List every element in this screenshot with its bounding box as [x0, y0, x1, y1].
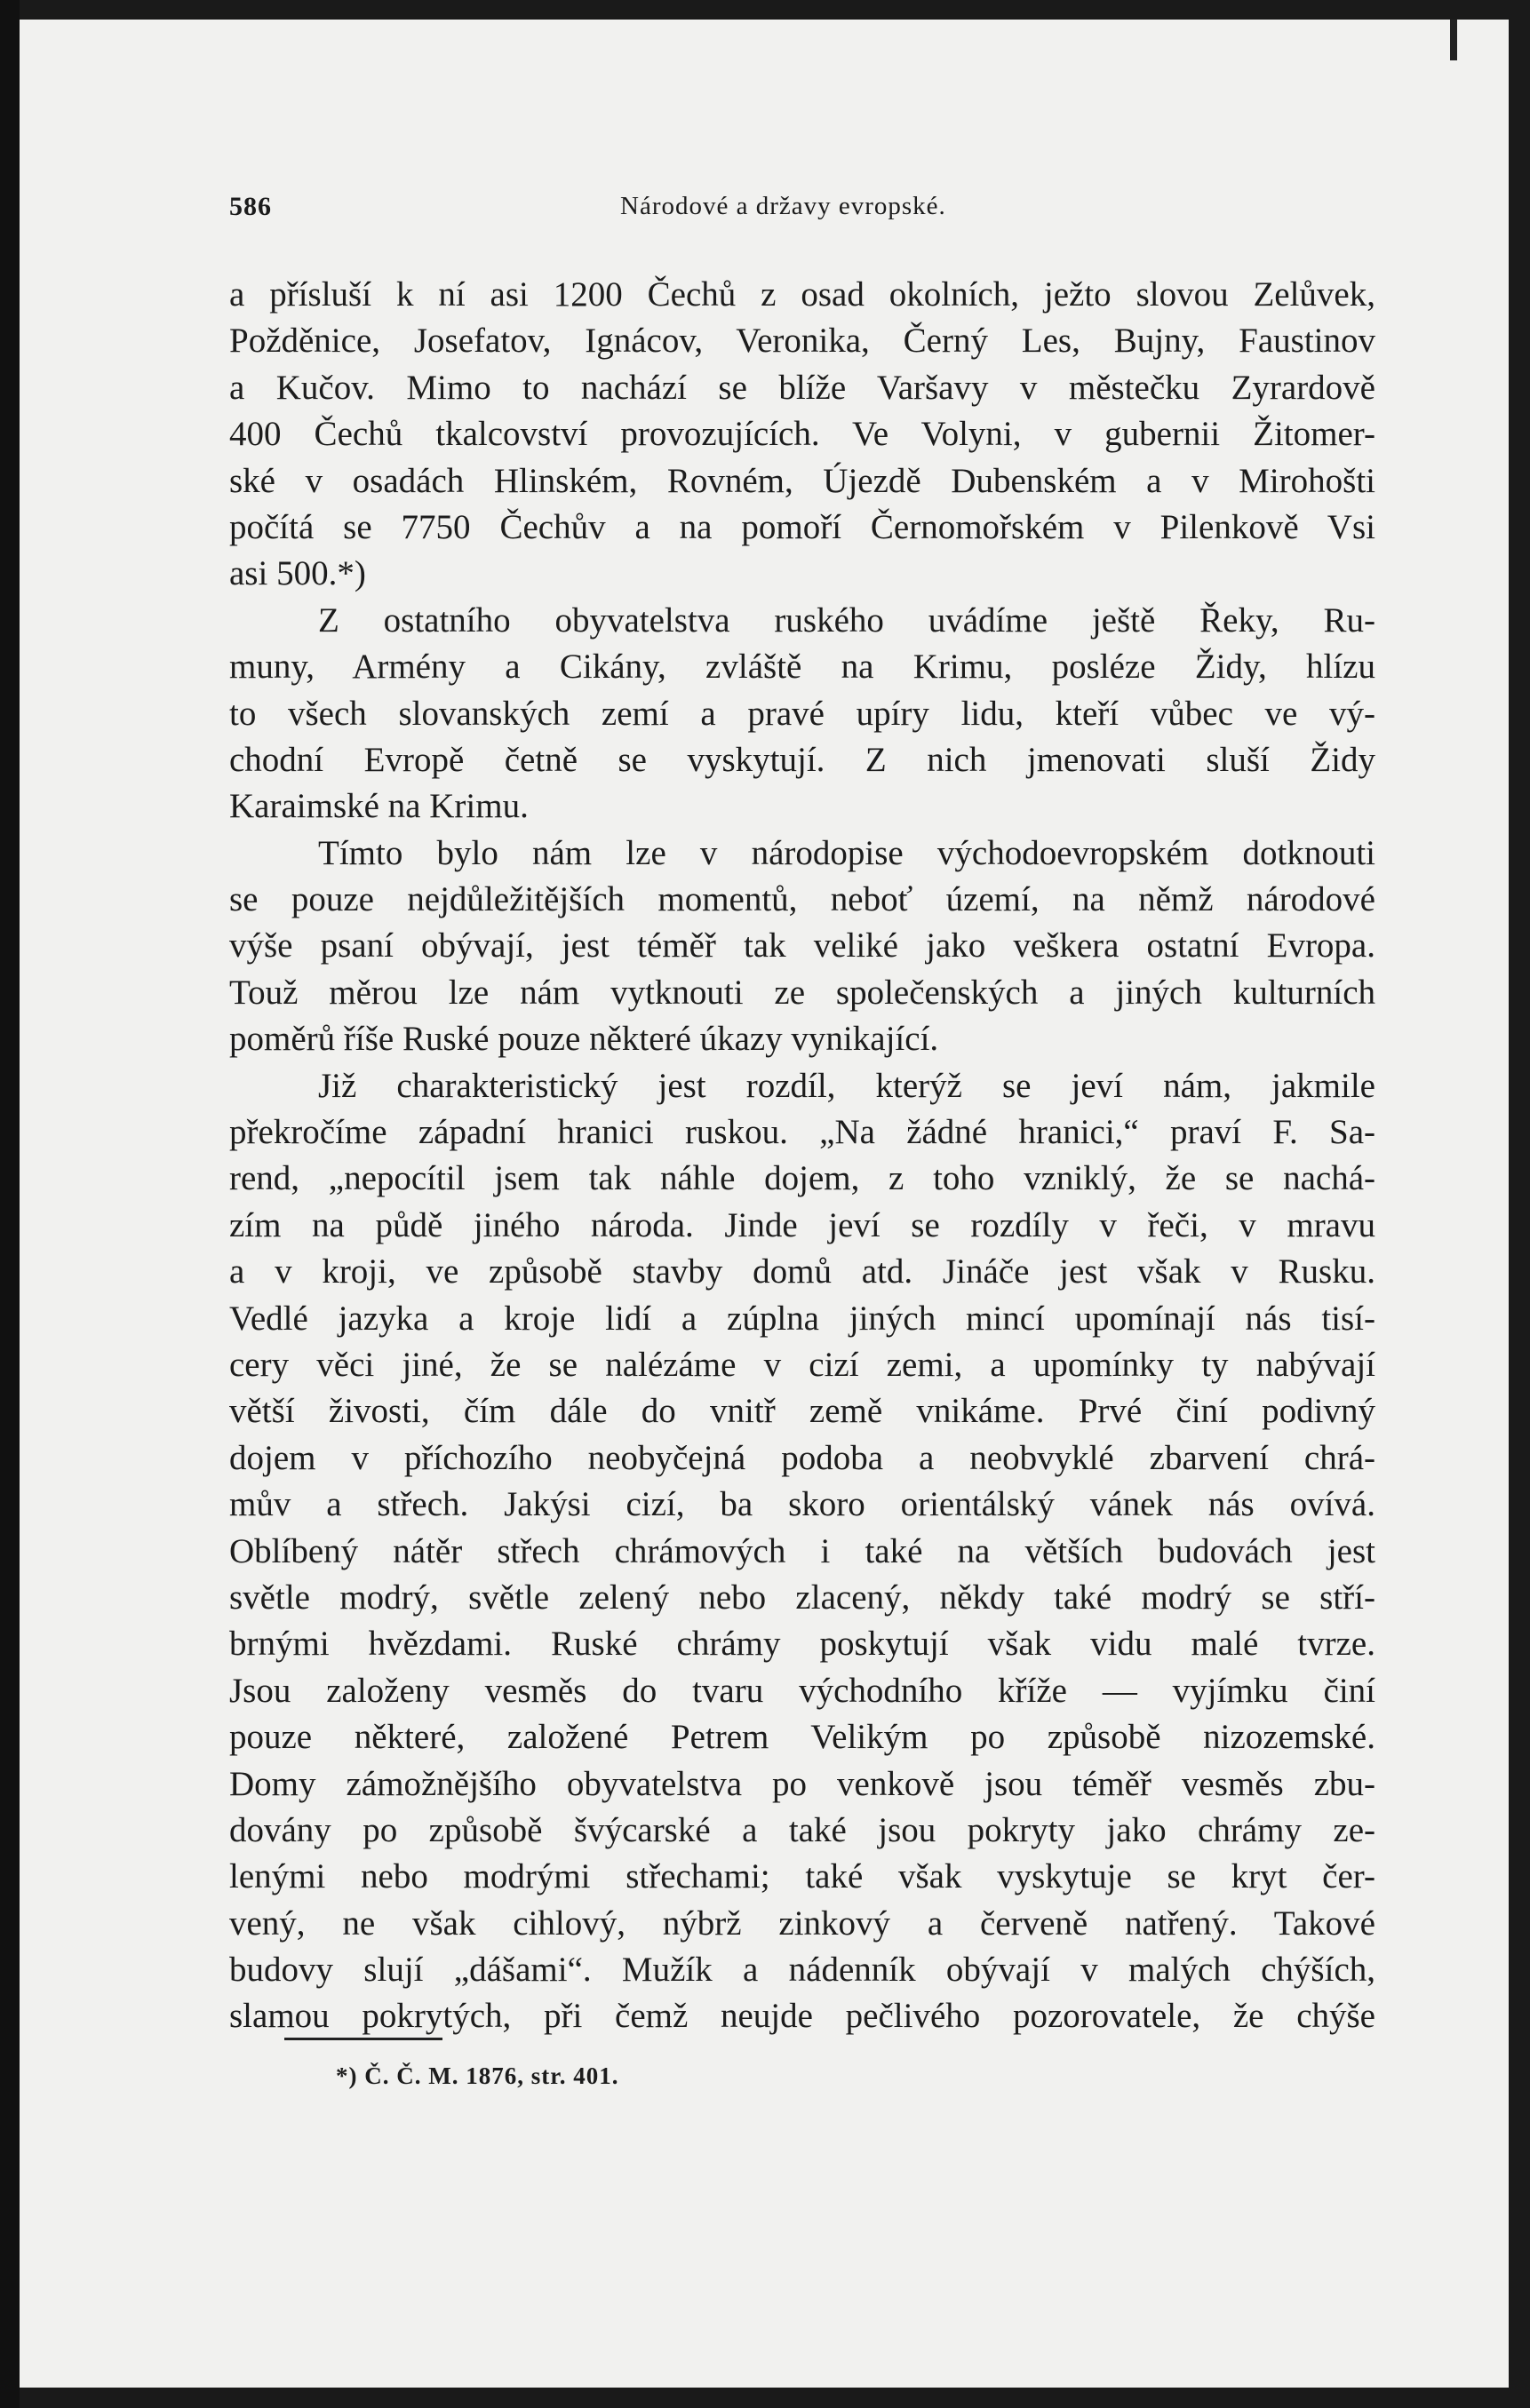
- text-line: výše psaní obývají, jest téměř tak veliké jako veškera ostatní Evropa.: [229, 926, 1375, 966]
- text-line: dojem v příchozího neobyčejná podoba a neobvyklé zbarvení chrá-: [229, 1438, 1375, 1477]
- text-line: světle modrý, světle zelený nebo zlacený, někdy také modrý se stří-: [229, 1578, 1375, 1617]
- text-line: lenými nebo modrými střechami; také však vyskytuje se kryt čer-: [229, 1857, 1375, 1896]
- text-line: Tímto bylo nám lze v národopise východoevropském dotknouti: [318, 833, 1375, 872]
- text-line: Požděnice, Josefatov, Ignácov, Veronika, Černý Les, Bujny, Faustinov: [229, 322, 1375, 361]
- text-line: vený, ne však cihlový, nýbrž zinkový a červeně natřený. Takové: [229, 1903, 1375, 1943]
- text-line: a Kučov. Mimo to nachází se blíže Varšavy v městečku Zyrardově: [229, 368, 1375, 407]
- text-line: Domy zámožnějšího obyvatelstva po venkově jsou téměř vesměs zbu-: [229, 1764, 1375, 1803]
- text-line: 400 Čechů tkalcovství provozujících. Ve Volyni, v gubernii Žitomer-: [229, 415, 1375, 454]
- text-line: se pouze nejdůležitějších momentů, neboť území, na němž národové: [229, 880, 1375, 919]
- text-line: slamou pokrytých, při čemž neujde pečlivého pozorovatele, že chýše: [229, 1997, 1375, 2036]
- footnote: *) Č. Č. M. 1876, str. 401.: [336, 2062, 619, 2089]
- text-line: Již charakteristický jest rozdíl, kterýž se jeví nám, jakmile: [318, 1066, 1375, 1105]
- text-line: Z ostatního obyvatelstva ruského uvádíme ještě Řeky, Ru-: [318, 600, 1375, 640]
- text-line: muny, Armény a Cikány, zvláště na Krimu, posléze Židy, hlízu: [229, 648, 1375, 687]
- text-line: Jsou založeny vesměs do tvaru východního kříže — vyjímku činí: [229, 1671, 1375, 1710]
- footnote-divider: [284, 2038, 442, 2040]
- text-line: dovány po způsobě švýcarské a také jsou pokryty jako chrámy ze-: [229, 1810, 1375, 1849]
- text-line: pouze některé, založené Petrem Velikým po způsobě nizozemské.: [229, 1718, 1375, 1757]
- text-line: brnými hvězdami. Ruské chrámy poskytují však vidu malé tvrze.: [229, 1625, 1375, 1664]
- text-line: překročíme západní hranici ruskou. „Na žádné hranici,“ praví F. Sa-: [229, 1113, 1375, 1152]
- text-line: a přísluší k ní asi 1200 Čechů z osad okolních, ježto slovou Zelůvek,: [229, 275, 1375, 314]
- text-line: Oblíbený nátěr střech chrámových i také na větších budovách jest: [229, 1531, 1375, 1570]
- text-line: Karaimské na Krimu.: [229, 787, 529, 826]
- text-line: Vedlé jazyka a kroje lidí a zúplna jiných mincí upomínají nás tisí-: [229, 1299, 1375, 1338]
- text-line: poměrů říše Ruské pouze některé úkazy vynikající.: [229, 1020, 939, 1059]
- text-line: počítá se 7750 Čechův a na pomoří Černomořském v Pilenkově Vsi: [229, 507, 1375, 546]
- text-line: chodní Evropě četně se vyskytují. Z nich jmenovati sluší Židy: [229, 740, 1375, 779]
- text-line: cery věci jiné, že se nalézáme v cizí zemi, a upomínky ty nabývají: [229, 1345, 1375, 1384]
- text-line: zím na půdě jiného národa. Jinde jeví se rozdíly v řeči, v mravu: [229, 1205, 1375, 1244]
- text-line: to všech slovanských zemí a pravé upíry lidu, kteří vůbec ve vý-: [229, 694, 1375, 733]
- text-line: Touž měrou lze nám vytknouti ze společenských a jiných kulturních: [229, 973, 1375, 1012]
- text-line: ské v osadách Hlinském, Rovném, Újezdě Dubenském a v Mirohošti: [229, 461, 1375, 500]
- text-line: asi 500.*): [229, 554, 366, 593]
- scan-edge: [0, 0, 20, 2408]
- text-line: větší živosti, čím dále do vnitř země vnikáme. Prvé činí podivný: [229, 1392, 1375, 1431]
- page-number: 586: [229, 192, 272, 221]
- running-title: Národové a državy evropské.: [620, 192, 946, 220]
- text-line: budovy slují „dášami“. Mužík a nádenník obývají v malých chýších,: [229, 1951, 1375, 1990]
- text-line: a v kroji, ve způsobě stavby domů atd. Jináče jest však v Rusku.: [229, 1252, 1375, 1291]
- text-line: mův a střech. Jakýsi cizí, ba skoro orientálský vánek nás ovívá.: [229, 1485, 1375, 1524]
- body-text: [229, 272, 1375, 2040]
- page-header: [229, 192, 1375, 227]
- scan-mark: [1450, 20, 1457, 60]
- text-line: rend, „nepocítil jsem tak náhle dojem, z toho vzniklý, že se nachá-: [229, 1159, 1375, 1198]
